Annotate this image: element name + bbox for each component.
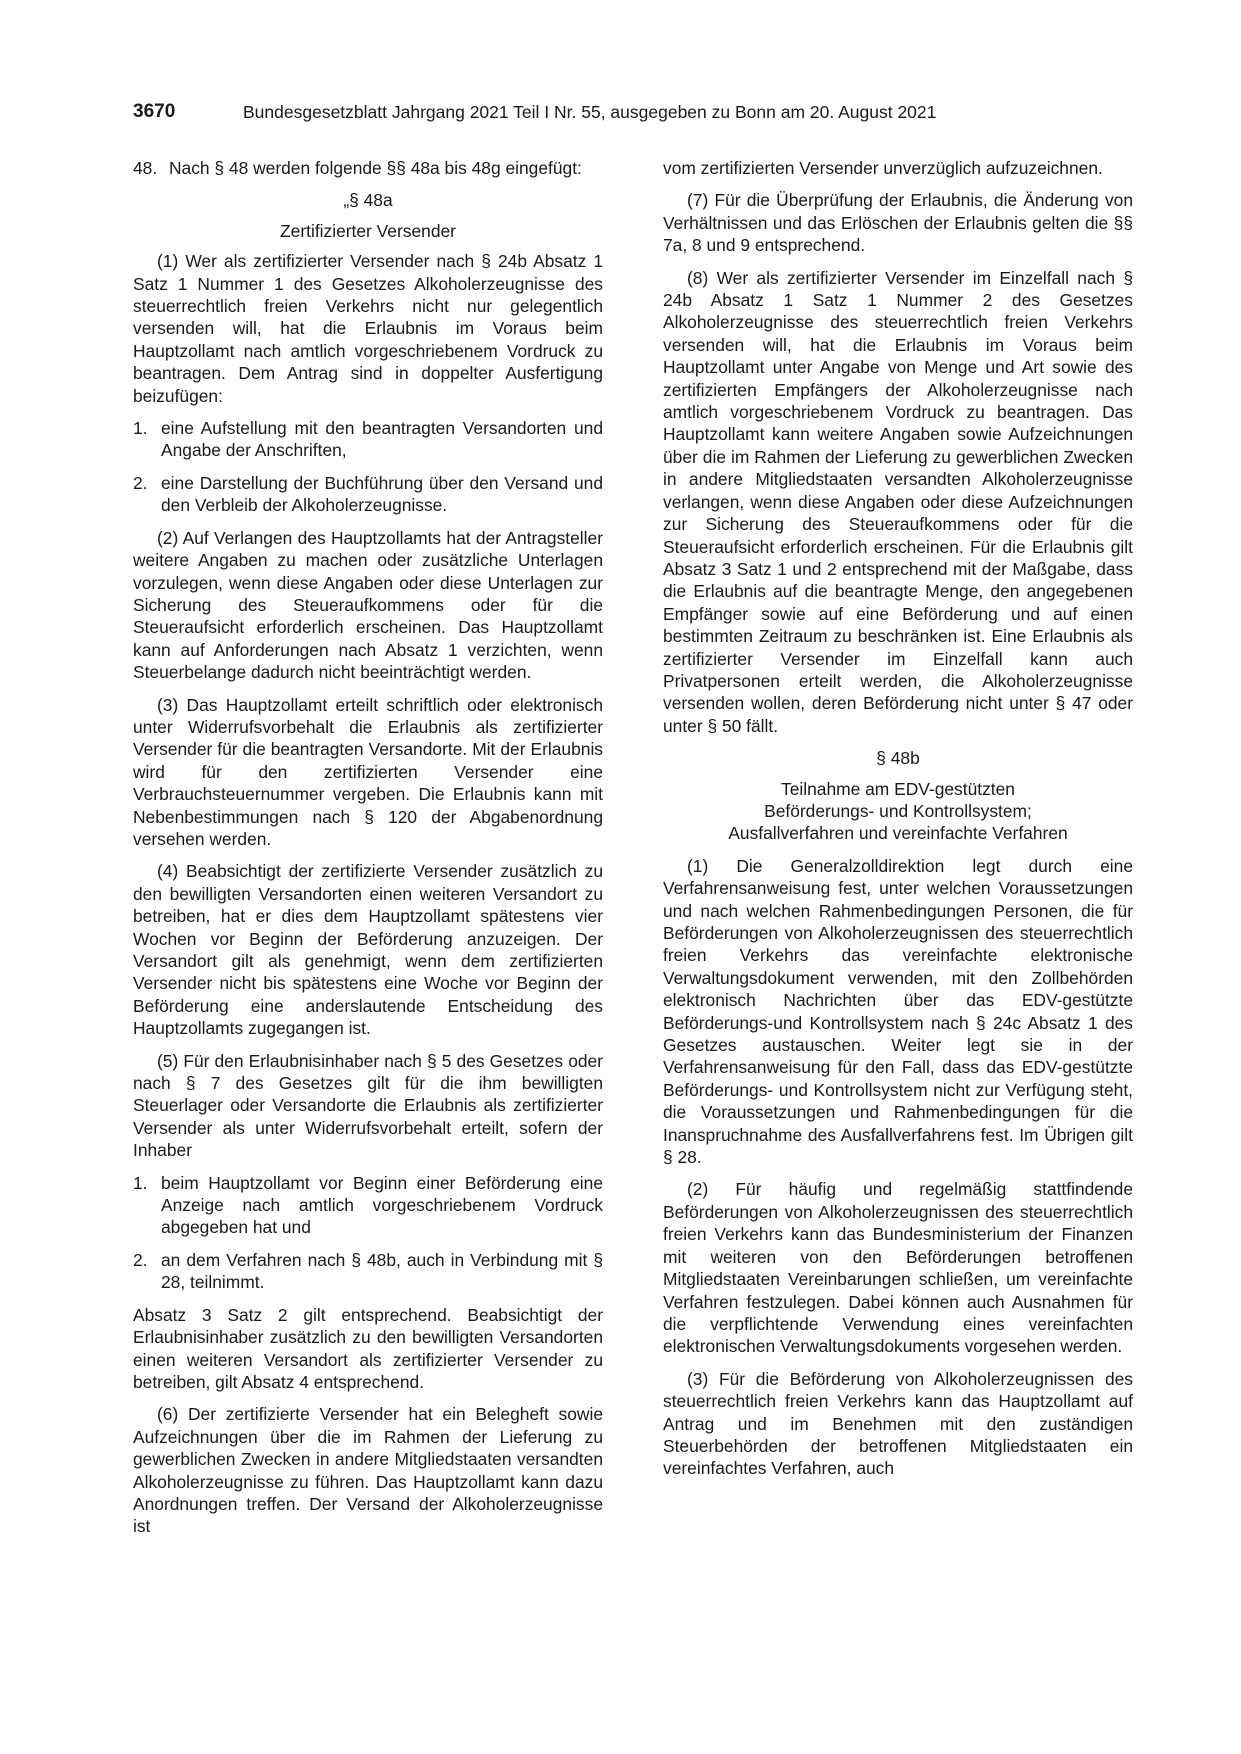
section-heading-48a: „§ 48a	[343, 190, 393, 211]
list-item-text: an dem Verfahren nach § 48b, auch in Verbindung mit § 28, teilnimmt.	[161, 1249, 603, 1293]
paragraph-48b-3: (3) Für die Beförderung von Alkoholerzeugnissen des steuerrechtlich freien Verkehrs kann das Hauptzollamt auf Antrag und im Benehmen mit den zuständigen Steuerbehörden der betroffenen Mitgliedstaaten ein vereinfachtes Verfahren, auch	[663, 1368, 1133, 1479]
left-column	[133, 157, 603, 1548]
list-item-number: 1.	[133, 1172, 148, 1193]
paragraph-6-continued: vom zertifizierten Versender unverzüglich aufzuzeichnen.	[663, 158, 1103, 178]
page-header	[133, 100, 1113, 130]
list-item-text: beim Hauptzollamt vor Beginn einer Beförderung eine Anzeige nach amtlich vorgeschriebenem Vordruck abgegeben hat und	[161, 1172, 603, 1238]
list-item-text: eine Darstellung der Buchführung über den Versand und den Verbleib der Alkoholerzeugnisse.	[161, 472, 603, 516]
section-title-line: Teilnahme am EDV-gestützten	[781, 778, 1015, 799]
paragraph-6: (6) Der zertifizierte Versender hat ein Belegheft sowie Aufzeichnungen über die im Rahmen der Lieferung zu gewerblichen Zwecken in andere Mitgliedstaaten versandten Alkoholerzeugnisse zu führen. Das Hauptzollamt kann dazu Anordnungen treffen. Der Versand der Alkoholerzeugnisse ist	[133, 1404, 603, 1537]
paragraph-4: (4) Beabsichtigt der zertifizierte Versender zusätzlich zu den bewilligten Versandorten einen weiteren Versandort zu betreiben, hat er dies dem Hauptzollamt spätestens vier Wochen vor Beginn der Beförderung anzuzeigen. Der Versandort gilt als genehmigt, wenn dem zertifizierten Versender nicht bis spätestens eine Woche vor Beginn der Beförderung eine anderslautende Entscheidung des Hauptzollamts zugegangen ist.	[133, 861, 603, 1039]
section-title-line: Beförderungs- und Kontrollsystem;	[764, 800, 1032, 821]
list-item-number: 2.	[133, 472, 148, 493]
section-title-48b	[663, 778, 1133, 845]
section-title-line: Ausfallverfahren und vereinfachte Verfahren	[728, 823, 1068, 844]
paragraph-5-tail: Absatz 3 Satz 2 gilt entsprechend. Beabsichtigt der Erlaubnisinhaber zusätzlich zu den bewilligten Versandorten einen weiteren Versandort als zertifizierter Versender zu betreiben, gilt Absatz 4 entsprechend.	[133, 1304, 603, 1392]
list-item	[133, 1172, 603, 1239]
list-item	[133, 472, 603, 517]
list-item	[133, 417, 603, 462]
paragraph-48b-1: (1) Die Generalzolldirektion legt durch eine Verfahrensanweisung fest, unter welchen Voraussetzungen und nach welchen Rahmenbedingungen Personen, die für Beförderungen von Alkoholerzeugnissen des steuerrechtlich freien Verkehrs das vereinfachte elektronische Verwaltungsdokument verwenden, mit den Zollbehörden elektronisch Nachrichten über das EDV-gestützte Beförderungs-und Kontrollsystem nach § 24c Absatz 1 des Gesetzes austauschen. Weiter legt sie in der Verfahrensanweisung für den Fall, dass das EDV-gestützte Beförderungs- und Kontrollsystem nicht zur Verfügung steht, die Voraussetzungen und Rahmenbedingungen für die Inanspruchnahme des Ausfallverfahrens fest. Im Übrigen gilt § 28.	[663, 855, 1133, 1168]
list-item-number: 1.	[133, 418, 148, 439]
paragraph-3: (3) Das Hauptzollamt erteilt schriftlich oder elektronisch unter Widerrufsvorbehalt die Erlaubnis als zertifizierter Versender für die beantragten Versandorte. Mit der Erlaubnis wird für den zertifizierten Versender eine Verbrauchsteuernummer vergeben. Die Erlaubnis kann mit Nebenbestimmungen nach § 120 der Abgabenordnung versehen werden.	[133, 694, 603, 849]
paragraph-1: (1) Wer als zertifizierter Versender nach § 24b Absatz 1 Satz 1 Nummer 1 des Gesetzes Alkoholerzeugnisse des steuerrechtlich freien Verkehrs nicht nur gelegentlich versenden will, hat die Erlaubnis im Voraus beim Hauptzollamt nach amtlich vorgeschriebenem Vordruck zu beantragen. Dem Antrag sind in doppelter Ausfertigung beizufügen:	[133, 251, 603, 406]
paragraph-2: (2) Auf Verlangen des Hauptzollamts hat der Antragsteller weitere Angaben zu machen oder zusätzliche Unterlagen vorzulegen, wenn diese Angaben oder diese Unterlagen zur Sicherung des Steueraufkommens oder für die Steueraufsicht erforderlich erscheinen. Das Hauptzollamt kann auf Anforderungen nach Absatz 1 verzichten, wenn Steuerbelange dadurch nicht beeinträchtigt werden.	[133, 527, 603, 683]
gazette-title: Bundesgesetzblatt Jahrgang 2021 Teil I Nr. 55, ausgegeben zu Bonn am 20. August 2021	[243, 102, 937, 122]
section-title-48a: Zertifizierter Versender	[280, 220, 456, 241]
list-item-text: eine Aufstellung mit den beantragten Versandorten und Angabe der Anschriften,	[161, 418, 603, 461]
right-column	[663, 157, 1133, 1490]
paragraph-48b-2: (2) Für häufig und regelmäßig stattfindende Beförderungen von Alkoholerzeugnissen des steuerrechtlich freien Verkehrs kann das Bundesministerium der Finanzen mit weiteren von den Beförderungen betroffenen Mitgliedstaaten Vereinbarungen schließen, um vereinfachte Verfahren festzulegen. Dabei können auch Ausnahmen für die verpflichtende Verwendung eines vereinfachten elektronischen Verwaltungsdokuments vorgesehen werden.	[663, 1179, 1133, 1357]
amendment-item-48	[133, 157, 603, 179]
paragraph-5: (5) Für den Erlaubnisinhaber nach § 5 des Gesetzes oder nach § 7 des Gesetzes gilt für die ihm bewilligten Steuerlager oder Versandorte die Erlaubnis als zertifizierter Versender als unter Widerrufsvorbehalt erteilt, sofern der Inhaber	[133, 1050, 603, 1161]
paragraph-8: (8) Wer als zertifizierter Versender im Einzelfall nach § 24b Absatz 1 Satz 1 Nummer 2 des Gesetzes Alkoholerzeugnisse des steuerrechtlich freien Verkehrs versenden will, hat die Erlaubnis im Voraus beim Hauptzollamt unter Angabe von Menge und Art sowie des zertifizierten Empfängers der Alkoholerzeugnisse nach amtlich vorgeschriebenem Vordruck zu beantragen. Das Hauptzollamt kann weitere Angaben sowie Aufzeichnungen über die im Rahmen der Lieferung zu gewerblichen Zwecken in andere Mitgliedstaaten versandten Alkoholerzeugnisse verlangen, wenn diese Angaben oder diese Aufzeichnungen zur Sicherung des Steueraufkommens oder für die Steueraufsicht erforderlich erscheinen. Für die Erlaubnis gilt Absatz 3 Satz 1 und 2 entsprechend mit der Maßgabe, dass die Erlaubnis auf die beantragte Menge, den angegebenen Empfänger sowie auf eine Beförderung und auf einen bestimmten Zeitraum zu beschränken ist. Eine Erlaubnis als zertifizierter Versender im Einzelfall kann auch Privatpersonen erteilt werden, die Alkoholerzeugnisse versenden wollen, deren Beförderung nicht unter § 47 oder unter § 50 fällt.	[663, 267, 1133, 736]
list-item-number: 2.	[133, 1249, 148, 1270]
paragraph-7: (7) Für die Überprüfung der Erlaubnis, die Änderung von Verhältnissen und das Erlöschen der Erlaubnis gelten die §§ 7a, 8 und 9 entsprechend.	[663, 190, 1133, 256]
list-item	[133, 1249, 603, 1294]
item-text: Nach § 48 werden folgende §§ 48a bis 48g eingefügt:	[169, 158, 582, 178]
page-number: 3670	[133, 101, 176, 122]
section-heading-48b: § 48b	[876, 748, 920, 769]
item-number: 48.	[133, 158, 158, 178]
